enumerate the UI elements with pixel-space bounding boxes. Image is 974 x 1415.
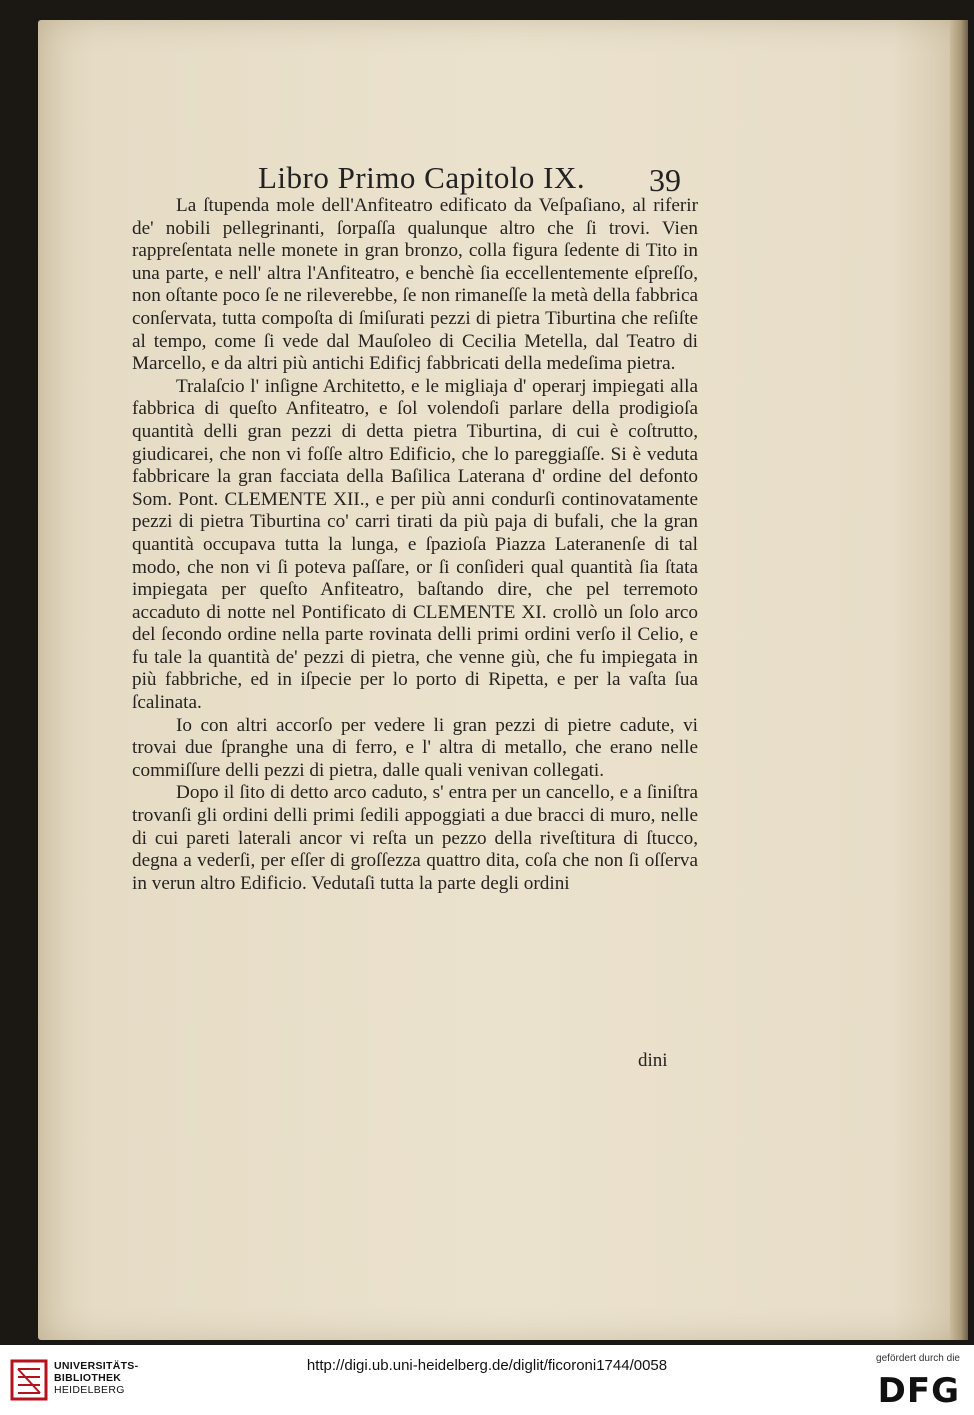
library-name-line1: UNIVERSITÄTS- <box>54 1360 139 1372</box>
sponsor-label: gefördert durch die <box>876 1353 960 1364</box>
paragraph-1: La ſtupenda mole dell'Anfiteatro edificato da Veſpaſiano, al riferir de' nobili pellegrinanti, ſorpaſſa qualunque altro che ſi trovi. Vien rappreſentata nelle monete in gran bronzo, colla figura ſedente di Tito in una parte, e nell' altra l'Anfiteatro, e benchè ſia eccellentemente eſpreſſo, non oſtante poco ſe ne rileverebbe, ſe non rimaneſſe la metà della fabbrica conſervata, tutta compoſta di ſmiſurati pezzi di pietra Tiburtina che reſiſte al tempo, come ſi vede dal Mauſoleo di Cecilia Metella, dal Teatro di Marcello, e da altri più antichi Edificj fabbricati della medeſima pietra. <box>132 195 698 375</box>
page-edge <box>950 20 968 1340</box>
running-head <box>258 160 698 200</box>
permalink-url[interactable]: http://digi.ub.uni-heidelberg.de/diglit/ficoroni1744/0058 <box>306 1357 668 1374</box>
catchword: dini <box>638 1050 668 1071</box>
running-title: Libro Primo Capitolo IX. <box>258 160 586 195</box>
paragraph-4: Dopo il ſito di detto arco caduto, s' entra per un cancello, e a ſiniſtra trovanſi gli ordini delli primi ſedili appoggiati a due bracci di muro, nelle di cui pareti laterali ancor vi reſta un pezzo della riveſtitura di ſtucco, degna a vederſi, per eſſer di groſſezza quattro dita, coſa che non ſi oſſerva in verun altro Edificio. Vedutaſi tutta la parte degli ordini <box>132 782 698 894</box>
library-name-line2: BIBLIOTHEK <box>54 1372 122 1384</box>
body-text <box>132 195 698 895</box>
footer-bar <box>0 1345 974 1415</box>
dfg-logo: DFG <box>877 1371 960 1411</box>
page-number: 39 <box>649 162 681 198</box>
paragraph-2: Tralaſcio l' inſigne Architetto, e le migliaja d' operarj impiegati alla fabbrica di queſto Anfiteatro, e ſol volendoſi parlare della prodigioſa quantità delli gran pezzi di detta pietra Tiburtina, di cui è coſtrutto, giudicarei, che non vi foſſe altro Edificio, che lo pareggiaſſe. Si è veduta fabbricare la gran facciata della Baſilica Laterana d' ordine del defonto Som. Pont. CLEMENTE XII., e per più anni condurſi continovatamente pezzi di pietra Tiburtina co' carri tirati da più paja di bufali, che la gran quantità occupava tutta la lunga, e ſpazioſa Piazza Lateranenſe di tal modo, che non vi ſi poteva paſſare, or ſi conſideri qual quantità ſia ſtata impiegata per queſto Anfiteatro, baſtando dire, che pel terremoto accaduto di notte nel Pontificato di CLEMENTE XI. crollò un ſolo arco del ſecondo ordine nella parte rovinata delli primi ordini verſo il Celio, e fu tale la quantità de' pezzi di pietra, che venne giù, che fu impiegata in più fabbriche, ed in iſpecie per lo porto di Ripetta, e per la vaſta ſua ſcalinata. <box>132 375 698 714</box>
paragraph-3: Io con altri accorſo per vedere li gran pezzi di pietre cadute, vi trovai due ſpranghe una di ferro, e l' altra di metallo, che erano nelle commiſſure delli pezzi di pietra, dalle quali venivan collegati. <box>132 714 698 781</box>
library-name-line3: HEIDELBERG <box>54 1384 125 1396</box>
